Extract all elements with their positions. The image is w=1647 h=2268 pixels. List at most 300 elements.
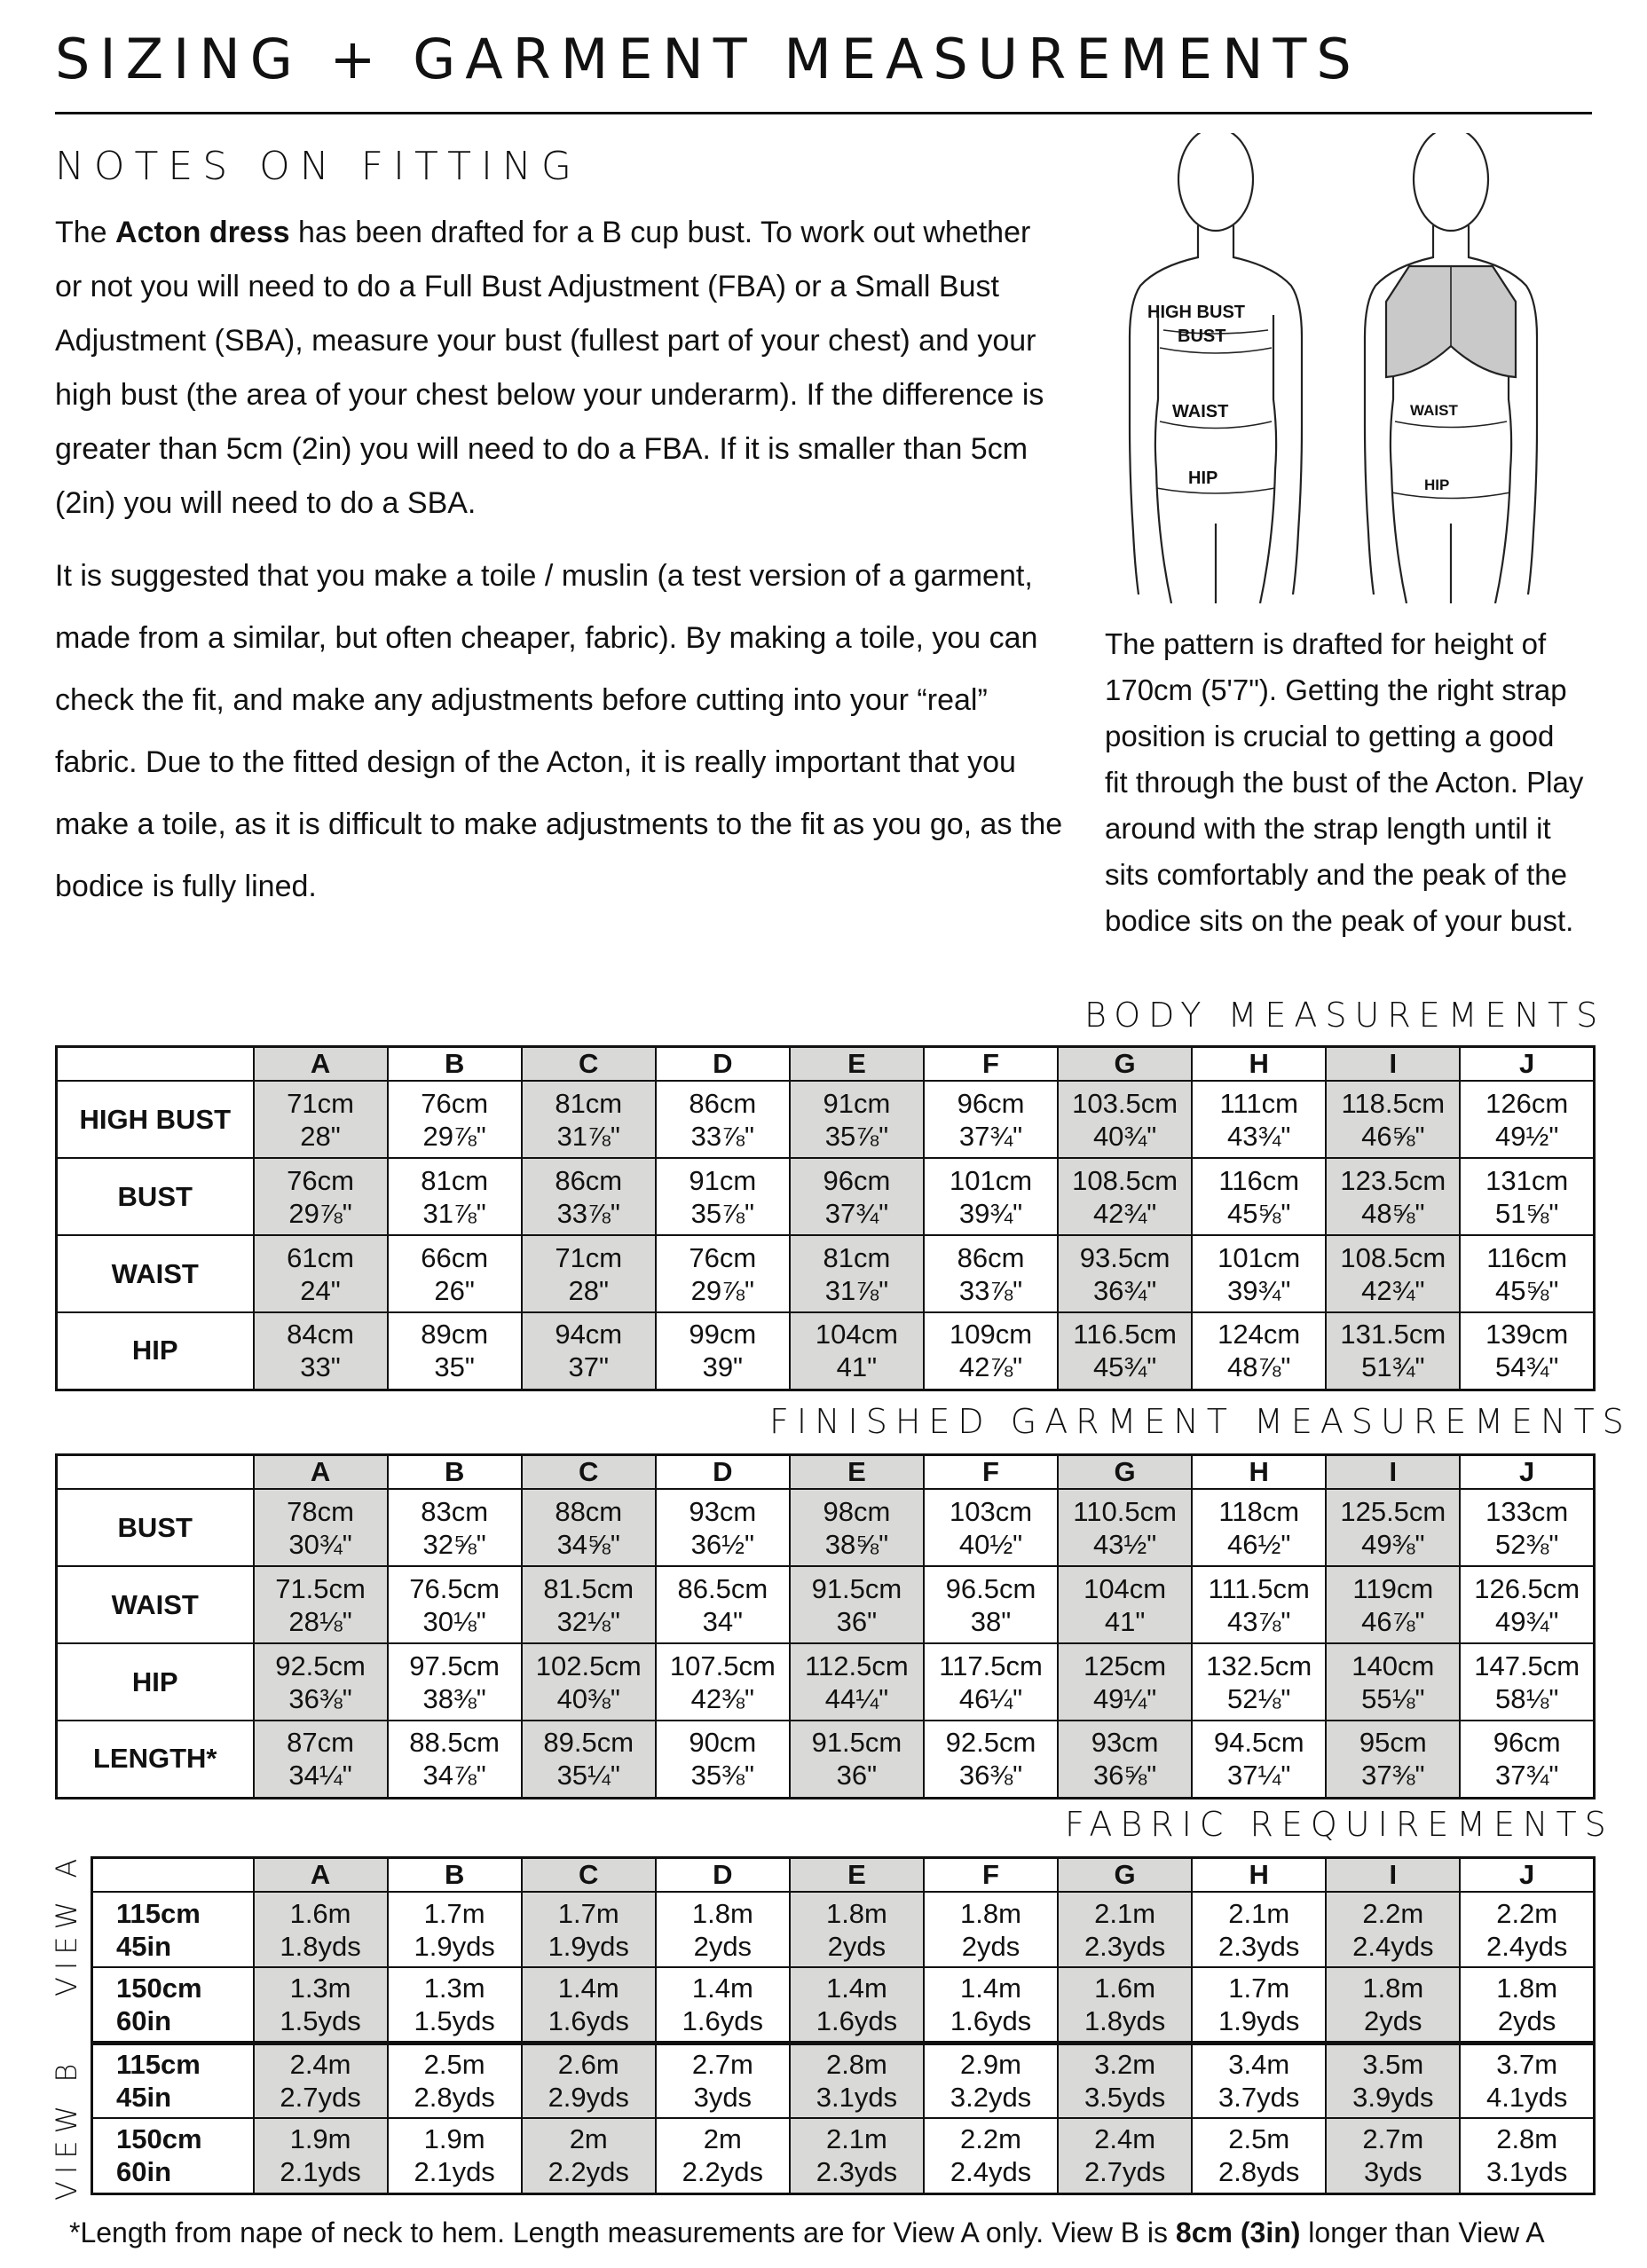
note-line: The pattern is drafted for height of <box>1105 627 1547 660</box>
imperial-value: 35⅜" <box>690 1760 754 1792</box>
imperial-value: 29⅞" <box>422 1120 486 1152</box>
measurement-cell <box>656 1081 790 1158</box>
measurement-cell <box>1326 1967 1460 2043</box>
garment-measurements-table <box>55 1453 1596 1799</box>
size-header-a: A <box>254 1047 388 1082</box>
measurement-cell <box>1058 1892 1192 1967</box>
imperial-value: 2.3yds <box>816 2156 898 2188</box>
measurement-cell <box>1192 1081 1326 1158</box>
metric-value: 86cm <box>689 1087 757 1119</box>
imperial-value: 31⅞" <box>422 1197 486 1229</box>
size-header-row <box>57 1455 1595 1490</box>
measurement-cell <box>1460 1158 1594 1235</box>
size-header-c: C <box>522 1455 656 1490</box>
metric-value: 81cm <box>421 1164 489 1196</box>
measurement-cell <box>790 1721 924 1798</box>
imperial-value: 1.5yds <box>414 2004 495 2036</box>
measurement-cell <box>388 1235 522 1312</box>
imperial-value: 3.9yds <box>1352 2082 1434 2114</box>
imperial-value: 3yds <box>1364 2156 1422 2188</box>
imperial-value: 52⅛" <box>1227 1682 1291 1714</box>
size-header-h: H <box>1192 1047 1326 1082</box>
imperial-value: 1.6yds <box>548 2004 629 2036</box>
imperial-value: 40½" <box>958 1528 1023 1560</box>
measurement-cell <box>1058 1967 1192 2043</box>
imperial-value: 45⅝" <box>1227 1197 1291 1229</box>
measurement-cell <box>522 1967 656 2043</box>
measurement-cell <box>1460 2118 1594 2193</box>
imperial-value: 2.7yds <box>280 2082 361 2114</box>
metric-value: 126cm <box>1485 1087 1569 1119</box>
measurement-cell <box>388 1721 522 1798</box>
imperial-value: 49½" <box>1495 1120 1559 1152</box>
measurement-cell <box>656 1967 790 2043</box>
fabric-width-in: 60in <box>116 2156 172 2188</box>
measurement-cell <box>656 2118 790 2193</box>
metric-value: 2.8m <box>1496 2123 1558 2155</box>
measurement-cell <box>1326 1489 1460 1566</box>
measurement-cell <box>1460 1566 1594 1643</box>
metric-value: 92.5cm <box>275 1650 366 1681</box>
size-header-c: C <box>522 1858 656 1893</box>
imperial-value: 40⅜" <box>556 1682 620 1714</box>
measurement-cell <box>1058 1312 1192 1390</box>
note-line: sits comfortably and the peak of the <box>1105 858 1567 891</box>
size-header-c: C <box>522 1047 656 1082</box>
metric-value: 92.5cm <box>945 1727 1036 1759</box>
measurement-cell <box>388 1081 522 1158</box>
metric-value: 102.5cm <box>535 1650 642 1681</box>
metric-value: 108.5cm <box>1072 1164 1178 1196</box>
metric-value: 147.5cm <box>1474 1650 1580 1681</box>
imperial-value: 39" <box>702 1351 744 1383</box>
metric-value: 2.5m <box>1228 2123 1290 2155</box>
size-header-j: J <box>1460 1858 1594 1893</box>
measurement-cell <box>388 1489 522 1566</box>
metric-value: 3.4m <box>1228 2049 1290 2081</box>
measurement-cell <box>522 1081 656 1158</box>
metric-value: 95cm <box>1359 1727 1427 1759</box>
page-title: SIZING + GARMENT MEASUREMENTS <box>55 27 1361 91</box>
measurement-cell <box>790 1643 924 1721</box>
measurement-cell <box>924 1489 1058 1566</box>
imperial-value: 51¾" <box>1361 1351 1425 1383</box>
imperial-value: 52⅜" <box>1495 1528 1559 1560</box>
figure-label-waist: WAIST <box>1172 402 1229 421</box>
metric-value: 66cm <box>421 1241 489 1273</box>
imperial-value: 34⅝" <box>556 1528 620 1560</box>
measurement-cell <box>924 1721 1058 1798</box>
table-row <box>57 1489 1595 1566</box>
metric-value: 2m <box>569 2123 608 2155</box>
measurement-cell <box>1326 1892 1460 1967</box>
note-line: fit through the bust of the Acton. Play <box>1105 766 1584 799</box>
metric-value: 93.5cm <box>1079 1241 1170 1273</box>
measurement-cell <box>656 1892 790 1967</box>
metric-value: 1.9m <box>289 2123 351 2155</box>
measurement-cell <box>1058 2043 1192 2118</box>
metric-value: 94cm <box>555 1319 623 1351</box>
size-header-row <box>57 1047 1595 1082</box>
paragraph-line: fabric. Due to the fitted design of the Acton, it is really important that you <box>55 745 1016 779</box>
metric-value: 2.6m <box>557 2049 619 2081</box>
front-body-figure <box>1130 133 1302 603</box>
measurement-cell <box>924 1967 1058 2043</box>
metric-value: 1.7m <box>557 1897 619 1929</box>
imperial-value: 32⅝" <box>422 1528 486 1560</box>
metric-value: 104cm <box>1084 1572 1167 1604</box>
row-label <box>92 1967 254 2043</box>
imperial-value: 37" <box>568 1351 609 1383</box>
paragraph-line: check the fit, and make any adjustments before cutting into your “real” <box>55 683 988 717</box>
measurement-cell <box>1326 1235 1460 1312</box>
measurement-cell <box>1326 1566 1460 1643</box>
imperial-value: 46¼" <box>958 1682 1023 1714</box>
measurement-cell <box>1058 1489 1192 1566</box>
imperial-value: 42¾" <box>1361 1274 1425 1306</box>
metric-value: 86cm <box>957 1241 1025 1273</box>
table-row <box>92 2043 1595 2118</box>
measurement-cell <box>522 2118 656 2193</box>
table-row <box>92 1967 1595 2043</box>
imperial-value: 48⅝" <box>1361 1197 1425 1229</box>
measurement-cell <box>522 1489 656 1566</box>
size-header-e: E <box>790 1047 924 1082</box>
metric-value: 116.5cm <box>1073 1319 1177 1351</box>
metric-value: 93cm <box>689 1495 757 1527</box>
size-header-d: D <box>656 1455 790 1490</box>
imperial-value: 31⅞" <box>824 1274 889 1306</box>
imperial-value: 58⅛" <box>1495 1682 1559 1714</box>
size-header-b: B <box>388 1047 522 1082</box>
fabric-width-in: 60in <box>116 2004 172 2036</box>
imperial-value: 3.5yds <box>1084 2082 1166 2114</box>
imperial-value: 39¾" <box>958 1197 1023 1229</box>
size-header-g: G <box>1058 1858 1192 1893</box>
measurement-cell <box>656 1489 790 1566</box>
metric-value: 108.5cm <box>1340 1241 1446 1273</box>
imperial-value: 3.1yds <box>816 2082 898 2114</box>
imperial-value: 3.1yds <box>1486 2156 1568 2188</box>
metric-value: 1.4m <box>960 1972 1021 2004</box>
measurement-cell <box>1460 1489 1594 1566</box>
paragraph-line: make a toile, as it is difficult to make adjustments to the fit as you go, as the <box>55 807 1063 841</box>
metric-value: 71.5cm <box>275 1572 366 1604</box>
imperial-value: 45⅝" <box>1495 1274 1559 1306</box>
imperial-value: 1.9yds <box>1218 2004 1300 2036</box>
size-header-f: F <box>924 1455 1058 1490</box>
size-header-j: J <box>1460 1455 1594 1490</box>
metric-value: 1.7m <box>1228 1972 1290 2004</box>
measurement-cell <box>924 1312 1058 1390</box>
imperial-value: 43⅞" <box>1227 1605 1291 1637</box>
imperial-value: 37¾" <box>958 1120 1023 1152</box>
measurement-cell <box>1192 1967 1326 2043</box>
size-header-e: E <box>790 1455 924 1490</box>
metric-value: 84cm <box>287 1319 354 1351</box>
metric-value: 1.8m <box>825 1897 887 1929</box>
imperial-value: 3.7yds <box>1218 2082 1300 2114</box>
imperial-value: 49⅜" <box>1361 1528 1425 1560</box>
measurement-cell <box>254 1967 388 2043</box>
imperial-value: 38⅜" <box>422 1682 486 1714</box>
metric-value: 90cm <box>689 1727 757 1759</box>
measurement-cell <box>254 1489 388 1566</box>
imperial-value: 38⅝" <box>824 1528 889 1560</box>
imperial-value: 2.4yds <box>950 2156 1032 2188</box>
imperial-value: 49¾" <box>1495 1605 1559 1637</box>
imperial-value: 33⅞" <box>690 1120 754 1152</box>
measurement-cell <box>790 2118 924 2193</box>
metric-value: 88cm <box>555 1495 623 1527</box>
size-header-f: F <box>924 1858 1058 1893</box>
measurement-cell <box>1192 1158 1326 1235</box>
measurement-cell <box>254 1235 388 1312</box>
measurement-cell <box>790 1081 924 1158</box>
size-header-g: G <box>1058 1455 1192 1490</box>
imperial-value: 33⅞" <box>556 1197 620 1229</box>
metric-value: 2.1m <box>1228 1897 1290 1929</box>
imperial-value: 2.4yds <box>1486 1930 1568 1962</box>
imperial-value: 36⅜" <box>958 1760 1023 1792</box>
imperial-value: 35⅞" <box>824 1120 889 1152</box>
metric-value: 103.5cm <box>1072 1087 1178 1119</box>
metric-value: 76cm <box>287 1164 354 1196</box>
imperial-value: 42¾" <box>1092 1197 1157 1229</box>
measurement-cell <box>522 1566 656 1643</box>
imperial-value: 37¼" <box>1227 1760 1291 1792</box>
measurement-cell <box>1058 2118 1192 2193</box>
metric-value: 109cm <box>949 1319 1033 1351</box>
metric-value: 131cm <box>1485 1164 1569 1196</box>
fabric-width-cm: 150cm <box>116 1972 202 2004</box>
view-a-label: VIEW A <box>50 1851 83 1996</box>
metric-value: 111.5cm <box>1208 1572 1310 1604</box>
imperial-value: 41" <box>836 1351 878 1383</box>
measurement-cell <box>1058 1721 1192 1798</box>
measurement-cell <box>1460 1081 1594 1158</box>
size-header-g: G <box>1058 1047 1192 1082</box>
imperial-value: 1.8yds <box>1084 2004 1166 2036</box>
row-label <box>92 1892 254 1967</box>
imperial-value: 1.6yds <box>682 2004 763 2036</box>
metric-value: 2.7m <box>691 2049 753 2081</box>
imperial-value: 35" <box>434 1351 475 1383</box>
measurement-cell <box>522 1892 656 1967</box>
table-row <box>92 1892 1595 1967</box>
measurement-cell <box>522 1721 656 1798</box>
imperial-value: 37¾" <box>824 1197 889 1229</box>
measurement-cell <box>522 1312 656 1390</box>
metric-value: 99cm <box>689 1319 757 1351</box>
measurement-cell <box>254 1892 388 1967</box>
fitting-paragraph-2 <box>55 545 1062 917</box>
row-label: BUST <box>57 1489 254 1566</box>
measurement-cell <box>388 1643 522 1721</box>
imperial-value: 2.3yds <box>1084 1930 1166 1962</box>
imperial-value: 2yds <box>1497 2004 1556 2036</box>
fabric-width-in: 45in <box>116 2082 172 2114</box>
metric-value: 89.5cm <box>543 1727 634 1759</box>
imperial-value: 34" <box>702 1605 744 1637</box>
metric-value: 91cm <box>823 1087 891 1119</box>
paragraph-line: It is suggested that you make a toile / muslin (a test version of a garment, <box>55 559 1033 593</box>
metric-value: 1.8m <box>1496 1972 1558 2004</box>
measurement-cell <box>254 2043 388 2118</box>
metric-value: 1.3m <box>289 1972 351 2004</box>
imperial-value: 2.3yds <box>1218 1930 1300 1962</box>
fabric-width-in: 45in <box>116 1930 172 1962</box>
measurement-cell <box>254 1081 388 1158</box>
figure-label-bust: BUST <box>1178 327 1226 346</box>
imperial-value: 37¾" <box>1495 1760 1559 1792</box>
metric-value: 2.4m <box>289 2049 351 2081</box>
size-header-e: E <box>790 1858 924 1893</box>
metric-value: 86.5cm <box>677 1572 768 1604</box>
imperial-value: 46½" <box>1227 1528 1291 1560</box>
measurement-cell <box>388 2043 522 2118</box>
size-header-b: B <box>388 1858 522 1893</box>
metric-value: 1.4m <box>691 1972 753 2004</box>
row-label <box>92 2118 254 2193</box>
metric-value: 116cm <box>1486 1241 1568 1273</box>
imperial-value: 35⅞" <box>690 1197 754 1229</box>
metric-value: 2.2m <box>1496 1897 1558 1929</box>
metric-value: 112.5cm <box>805 1650 909 1681</box>
note-line: position is crucial to getting a good <box>1105 720 1555 752</box>
metric-value: 1.3m <box>423 1972 485 2004</box>
body-measurements-heading: BODY MEASUREMENTS <box>1084 996 1606 1035</box>
metric-value: 118cm <box>1218 1495 1300 1527</box>
measurement-cell <box>388 2118 522 2193</box>
size-header-h: H <box>1192 1455 1326 1490</box>
measurement-cell <box>522 2043 656 2118</box>
imperial-value: 36" <box>836 1605 878 1637</box>
metric-value: 133cm <box>1485 1495 1569 1527</box>
metric-value: 1.4m <box>825 1972 887 2004</box>
imperial-value: 41" <box>1104 1605 1146 1637</box>
imperial-value: 45¾" <box>1092 1351 1157 1383</box>
imperial-value: 24" <box>300 1274 341 1306</box>
metric-value: 1.9m <box>423 2123 485 2155</box>
measurement-cell <box>1460 1643 1594 1721</box>
row-label: HIP <box>57 1643 254 1721</box>
imperial-value: 51⅝" <box>1495 1197 1559 1229</box>
metric-value: 1.6m <box>1094 1972 1156 2004</box>
imperial-value: 2yds <box>827 1930 887 1962</box>
imperial-value: 28" <box>568 1274 609 1306</box>
fabric-width-cm: 115cm <box>116 2049 201 2081</box>
metric-value: 76cm <box>689 1241 757 1273</box>
measurement-cell <box>924 2043 1058 2118</box>
metric-value: 86cm <box>555 1164 623 1196</box>
metric-value: 116cm <box>1218 1164 1300 1196</box>
measurement-cell <box>656 1312 790 1390</box>
measurement-cell <box>1460 1967 1594 2043</box>
size-header-f: F <box>924 1047 1058 1082</box>
measurement-cell <box>790 1967 924 2043</box>
metric-value: 91cm <box>689 1164 757 1196</box>
metric-value: 2.2m <box>960 2123 1021 2155</box>
measurement-cell <box>656 1721 790 1798</box>
metric-value: 96cm <box>1493 1727 1561 1759</box>
measurement-cell <box>1192 1721 1326 1798</box>
metric-value: 2.5m <box>423 2049 485 2081</box>
metric-value: 111cm <box>1219 1087 1298 1119</box>
imperial-value: 2.1yds <box>280 2156 361 2188</box>
paragraph-line: or not you will need to do a Full Bust Adjustment (FBA) or a Small Bust <box>55 270 999 303</box>
metric-value: 104cm <box>815 1319 898 1351</box>
metric-value: 1.7m <box>423 1897 485 1929</box>
row-label: WAIST <box>57 1235 254 1312</box>
measurement-cell <box>1192 1566 1326 1643</box>
measurement-cell <box>1460 1892 1594 1967</box>
metric-value: 125.5cm <box>1340 1495 1446 1527</box>
imperial-value: 36⅜" <box>288 1682 352 1714</box>
fabric-requirements-table <box>91 1856 1596 2195</box>
measurement-cell <box>254 1643 388 1721</box>
imperial-value: 2.7yds <box>1084 2156 1166 2188</box>
imperial-value: 36¾" <box>1092 1274 1157 1306</box>
measurement-cell <box>1058 1081 1192 1158</box>
imperial-value: 1.8yds <box>280 1930 361 1962</box>
metric-value: 2.7m <box>1362 2123 1424 2155</box>
measurement-cell <box>656 1235 790 1312</box>
size-header-a: A <box>254 1455 388 1490</box>
imperial-value: 34¼" <box>288 1760 352 1792</box>
measurement-cell <box>254 1721 388 1798</box>
measurement-cell <box>1460 1312 1594 1390</box>
imperial-value: 2.8yds <box>1218 2156 1300 2188</box>
measurement-cell <box>790 1235 924 1312</box>
paragraph-line: The Acton dress has been drafted for a B cup bust. To work out whether <box>55 216 1031 249</box>
measurement-cell <box>924 1566 1058 1643</box>
metric-value: 103cm <box>949 1495 1033 1527</box>
table-row <box>57 1721 1595 1798</box>
metric-value: 132.5cm <box>1206 1650 1312 1681</box>
metric-value: 110.5cm <box>1073 1495 1177 1527</box>
metric-value: 61cm <box>287 1241 354 1273</box>
metric-value: 93cm <box>1091 1727 1159 1759</box>
size-header-i: I <box>1326 1455 1460 1490</box>
imperial-value: 35¼" <box>556 1760 620 1792</box>
fitting-paragraph-1 <box>55 206 1044 531</box>
figure-label-high-bust: HIGH BUST <box>1147 303 1245 322</box>
imperial-value: 2.2yds <box>548 2156 629 2188</box>
imperial-value: 2.4yds <box>1352 1930 1434 1962</box>
height-note <box>1105 621 1583 944</box>
measurement-cell <box>254 1566 388 1643</box>
note-line: around with the strap length until it <box>1105 812 1551 845</box>
metric-value: 107.5cm <box>669 1650 776 1681</box>
imperial-value: 2yds <box>693 1930 753 1962</box>
row-label: BUST <box>57 1158 254 1235</box>
imperial-value: 55⅛" <box>1361 1682 1425 1714</box>
table-row <box>57 1235 1595 1312</box>
imperial-value: 4.1yds <box>1486 2082 1568 2114</box>
metric-value: 1.8m <box>1362 1972 1424 2004</box>
imperial-value: 30⅛" <box>422 1605 486 1637</box>
paragraph-line: made from a similar, but often cheaper, fabric). By making a toile, you can <box>55 621 1038 655</box>
measurement-cell <box>656 1643 790 1721</box>
fabric-width-cm: 150cm <box>116 2123 202 2155</box>
metric-value: 87cm <box>287 1727 354 1759</box>
imperial-value: 3yds <box>693 2082 753 2114</box>
imperial-value: 2.1yds <box>414 2156 495 2188</box>
measurement-cell <box>924 2118 1058 2193</box>
measurement-cell <box>254 1312 388 1390</box>
imperial-value: 1.5yds <box>280 2004 361 2036</box>
